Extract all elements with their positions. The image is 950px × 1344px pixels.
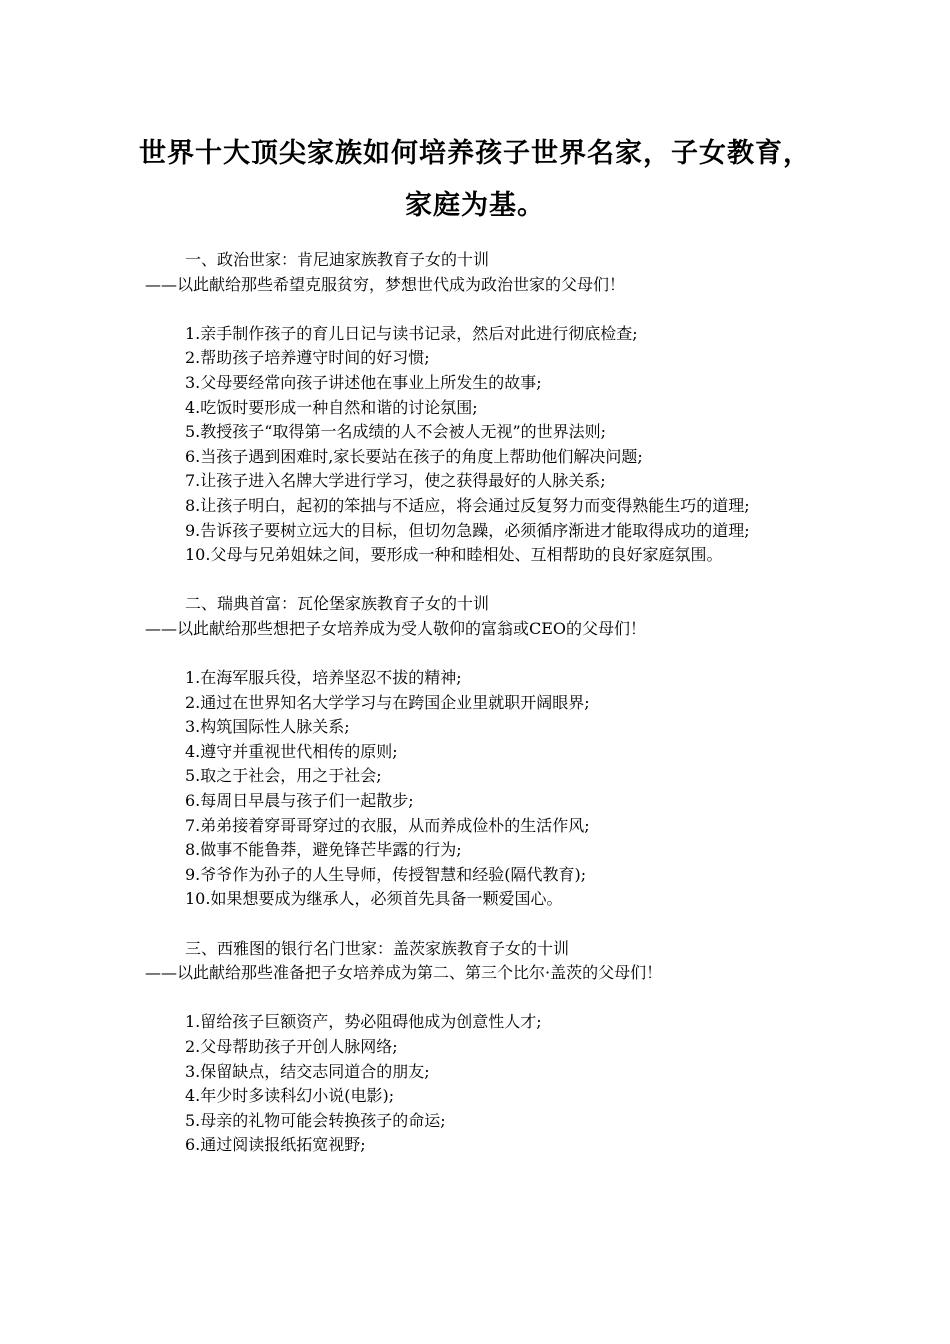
section-heading: 一、政治世家：肯尼迪家族教育子女的十训 (185, 250, 490, 269)
list-item: 1.亲手制作孩子的育儿日记与读书记录，然后对此进行彻底检查; (185, 323, 638, 343)
spacer (145, 642, 810, 667)
list-item: 7.让孩子进入名牌大学进行学习，使之获得最好的人脉关系; (185, 471, 606, 491)
section-dedication: ——以此献给那些希望克服贫穷，梦想世代成为政治世家的父母们！ (145, 274, 626, 294)
list-item: 10.如果想要成为继承人，必须首先具备一颗爱国心。 (185, 889, 563, 909)
list-item: 1.留给孩子巨额资产，势必阻碍他成为创意性人才; (185, 1012, 542, 1032)
list-item: 4.年少时多读科幻小说(电影); (185, 1086, 395, 1106)
list-item: 2.父母帮助孩子开创人脉网络; (185, 1037, 398, 1056)
list-item: 1.在海军服兵役，培养坚忍不拔的精神; (185, 668, 462, 688)
list-item: 4.遵守并重视世代相传的原则; (185, 741, 398, 761)
section-dedication: ——以此献给那些准备把子女培养成为第二、第三个比尔·盖茨的父母们！ (145, 963, 663, 983)
list-item: 5.取之于社会，用之于社会; (185, 766, 382, 786)
list-item: 5.母亲的礼物可能会转换孩子的命运; (185, 1110, 446, 1130)
list-item: 6.通过阅读报纸拓宽视野; (185, 1135, 366, 1155)
section-dedication: ——以此献给那些想把子女培养成为受人敬仰的富翁或CEO的父母们！ (145, 618, 647, 638)
document-body (145, 248, 810, 1158)
list-item: 3.保留缺点，结交志同道合的朋友; (185, 1061, 430, 1081)
list-item: 4.吃饭时要形成一种自然和谐的讨论氛围; (185, 397, 478, 417)
list-item: 6.当孩子遇到困难时,家长要站在孩子的角度上帮助他们解决问题; (185, 446, 643, 466)
list-item: 3.父母要经常向孩子讲述他在事业上所发生的故事; (185, 372, 542, 392)
list-item: 2.通过在世界知名大学学习与在跨国企业里就职开阔眼界; (185, 692, 590, 712)
list-item: 3.构筑国际性人脉关系; (185, 717, 350, 737)
list-item: 10.父母与兄弟姐妹之间，要形成一种和睦相处、互相帮助的良好家庭氛围。 (185, 545, 723, 565)
section-heading: 二、瑞典首富：瓦伦堡家族教育子女的十训 (185, 594, 490, 614)
spacer (145, 297, 810, 322)
spacer (145, 986, 810, 1011)
spacer (145, 912, 810, 937)
list-item: 9.爷爷作为孙子的人生导师，传授智慧和经验(隔代教育); (185, 864, 587, 884)
document-title: 世界十大顶尖家族如何培养孩子世界名家，子女教育，家庭为基。 (139, 138, 811, 221)
list-item: 2.帮助孩子培养遵守时间的好习惯; (185, 348, 430, 368)
list-item: 5.教授孩子“取得第一名成绩的人不会被人无视”的世界法则; (185, 422, 607, 442)
spacer (145, 568, 810, 593)
list-item: 6.每周日早晨与孩子们一起散步; (185, 791, 414, 811)
section-heading: 三、西雅图的银行名门世家：盖茨家族教育子女的十训 (185, 938, 570, 958)
list-item: 8.让孩子明白，起初的笨拙与不适应，将会通过反复努力而变得熟能生巧的道理; (185, 495, 750, 515)
list-item: 9.告诉孩子要树立远大的目标，但切勿急躁，必须循序渐进才能取得成功的道理; (185, 520, 750, 540)
list-item: 7.弟弟接着穿哥哥穿过的衣服，从而养成俭朴的生活作风; (185, 815, 590, 835)
list-item: 8.做事不能鲁莽，避免锋芒毕露的行为; (185, 840, 462, 860)
